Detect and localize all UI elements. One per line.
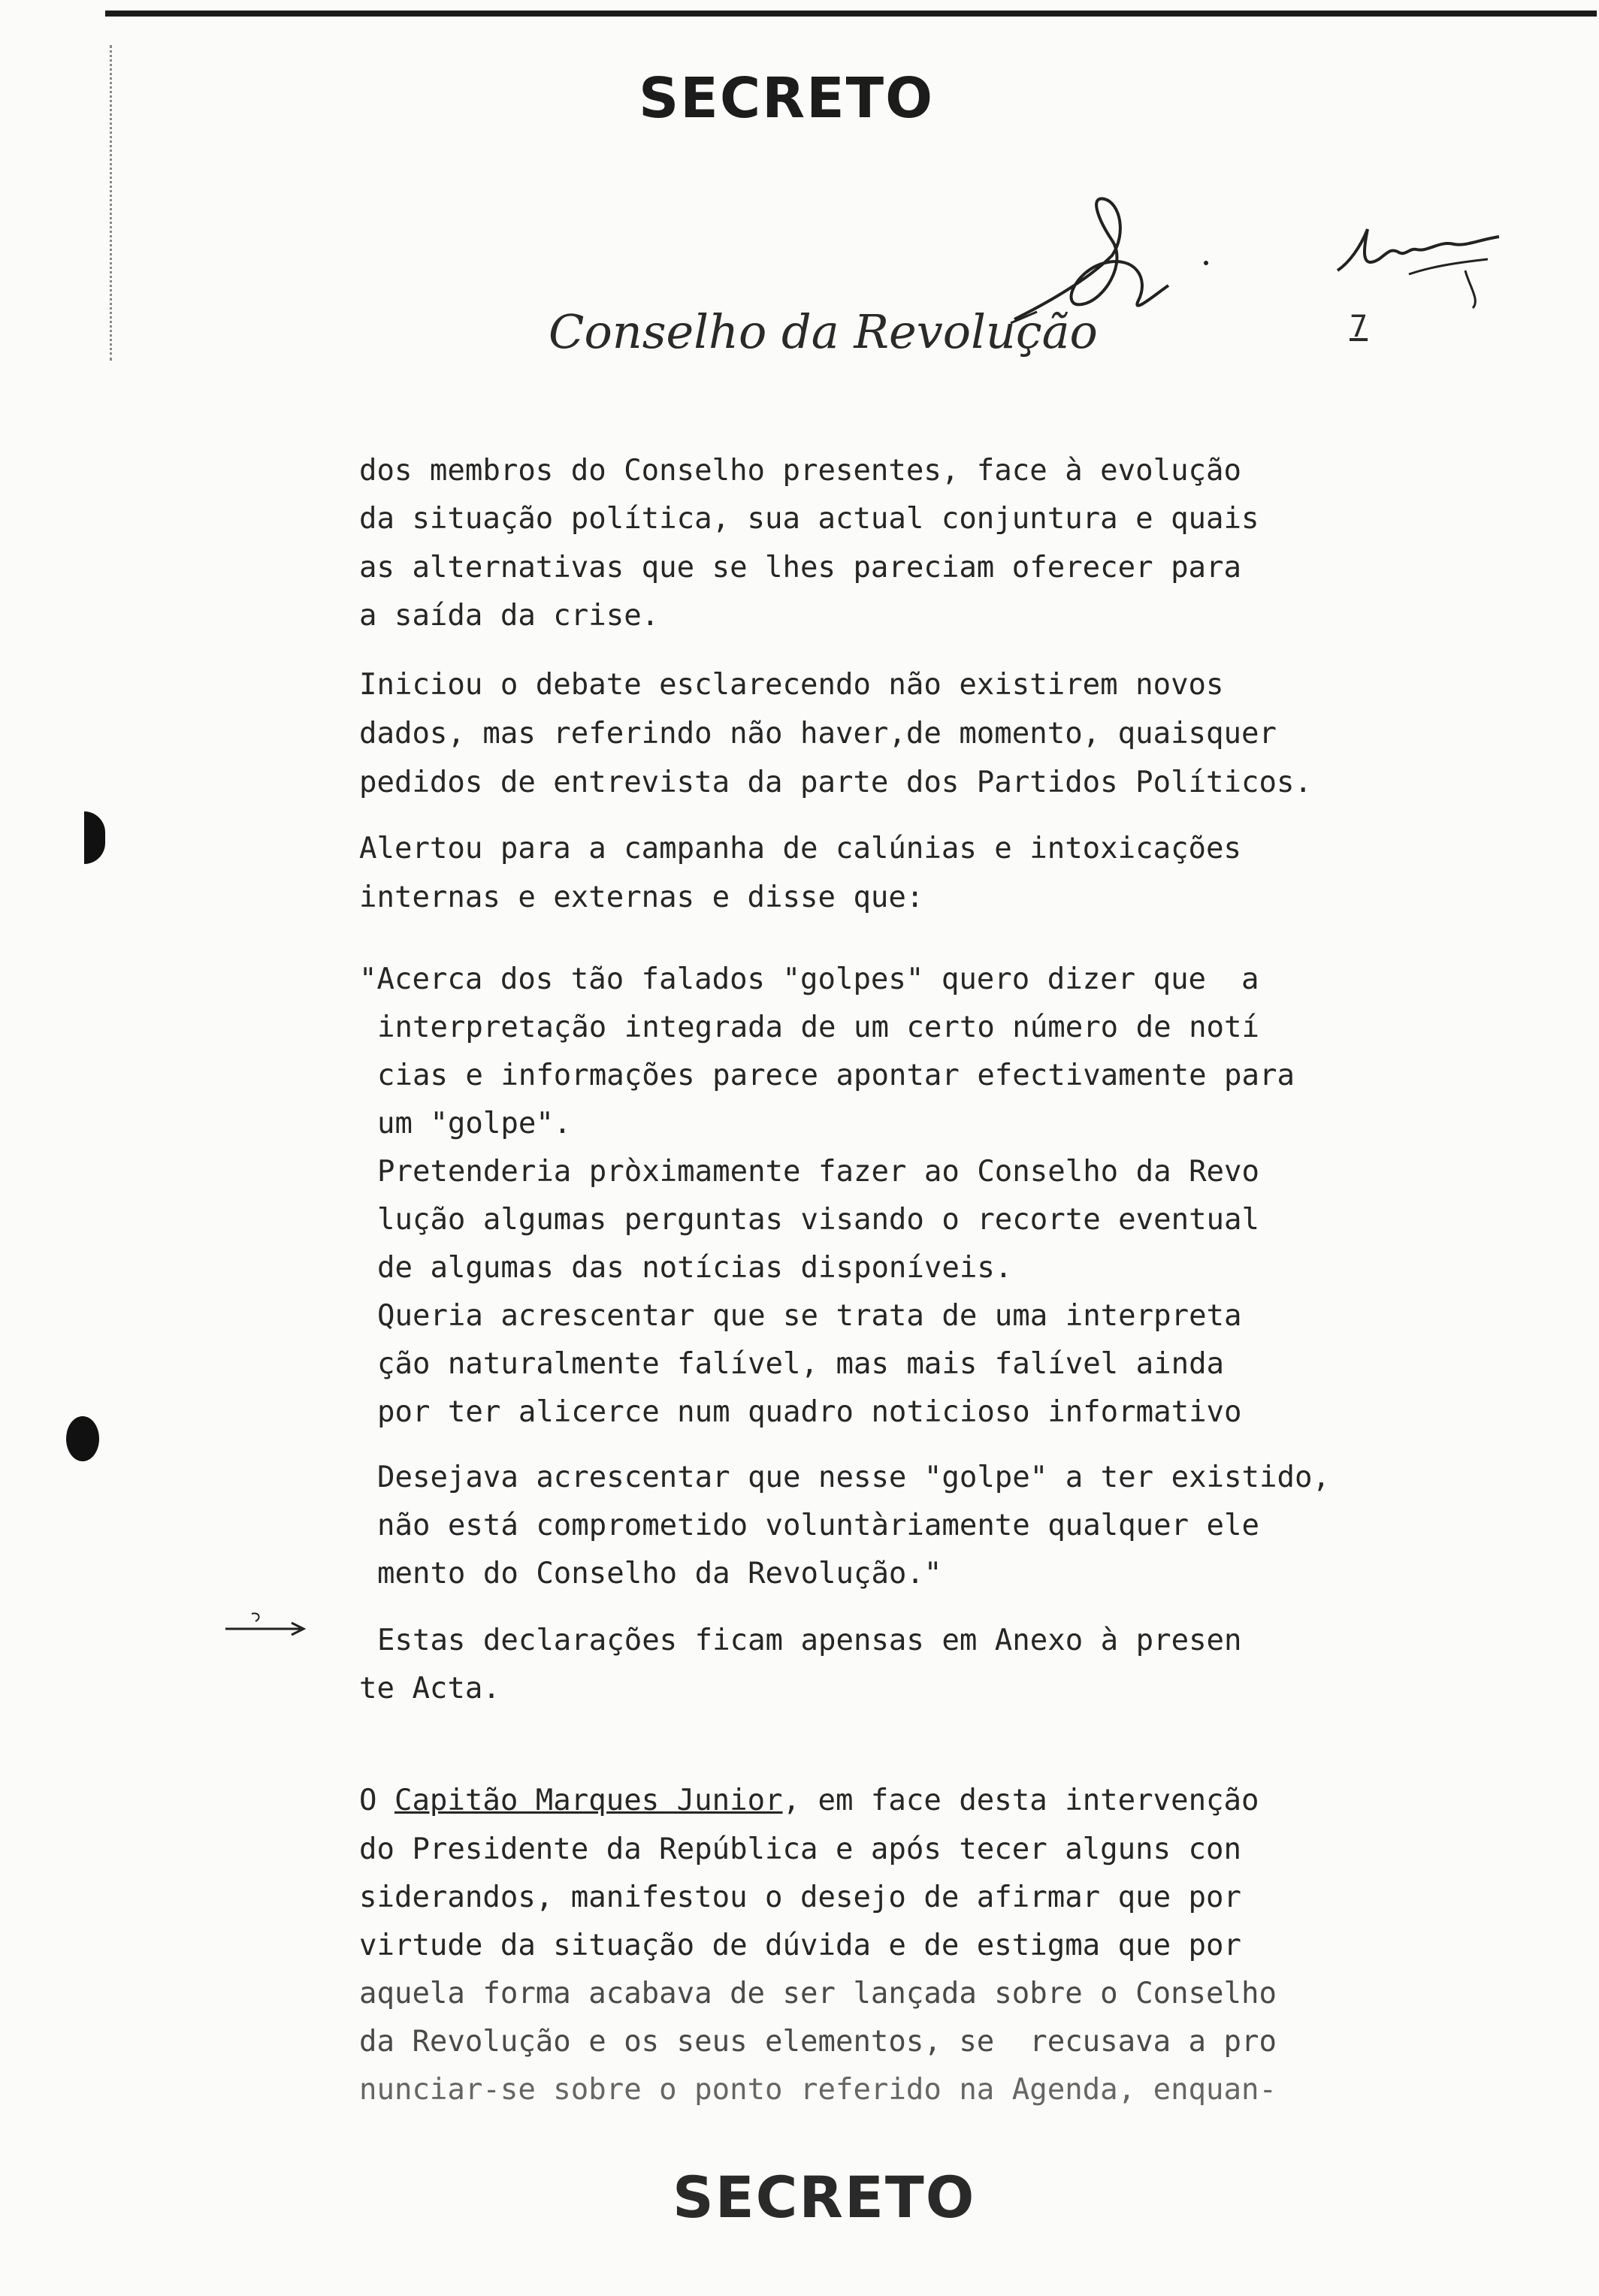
signature-handwritten	[1334, 218, 1507, 316]
text-fragment: , em face desta intervenção	[782, 1784, 1259, 1817]
classification-stamp-bottom: SECRETO	[673, 2164, 976, 2231]
quote-line: interpretação integrada de um certo número de notí	[377, 1011, 1259, 1044]
text-line: dos membros do Conselho presentes, face à evolução	[359, 454, 1241, 488]
text-line: pedidos de entrevista da parte dos Partidos Políticos.	[359, 766, 1312, 799]
quote-line: um "golpe".	[377, 1107, 572, 1140]
text-line	[359, 1783, 1259, 1819]
text-line: da situação política, sua actual conjuntura e quais	[359, 502, 1259, 536]
quote-line: Pretenderia pròximamente fazer ao Conselho da Revo	[377, 1155, 1259, 1189]
text-line: do Presidente da República e após tecer alguns con	[359, 1832, 1241, 1866]
top-rule	[105, 11, 1597, 17]
quote-line: de algumas das notícias disponíveis.	[377, 1251, 1013, 1285]
quote-line: por ter alicerce num quadro noticioso informativo	[377, 1395, 1242, 1429]
text-line: te Acta.	[359, 1672, 500, 1705]
punch-hole	[66, 1416, 99, 1461]
quote-line: ção naturalmente falível, mas mais falível ainda	[377, 1347, 1225, 1381]
text-line: aquela forma acabava de ser lançada sobre o Conselho	[359, 1977, 1277, 2011]
punch-hole	[84, 811, 105, 864]
quote-line: lução algumas perguntas visando o recorte eventual	[377, 1203, 1259, 1237]
text-line: as alternativas que se lhes pareciam oferecer para	[359, 551, 1241, 585]
text-line: Alertou para a campanha de calúnias e intoxicações	[359, 832, 1241, 866]
classification-stamp-top: SECRETO	[639, 66, 935, 131]
edge-marks	[110, 45, 119, 361]
quote-line: Queria acrescentar que se trata de uma interpreta	[377, 1299, 1242, 1333]
quote-line: não está comprometido voluntàriamente qualquer ele	[377, 1509, 1259, 1542]
quote-line: "Acerca dos tão falados "golpes" quero dizer que a	[359, 962, 1259, 996]
quote-line: cias e informações parece apontar efectivamente para	[377, 1059, 1295, 1092]
text-line: virtude da situação de dúvida e de estigma que por	[359, 1929, 1241, 1962]
page-number: 7	[1350, 310, 1368, 344]
text-line: siderandos, manifestou o desejo de afirmar que por	[359, 1881, 1241, 1914]
text-line: Iniciou o debate esclarecendo não existirem novos	[359, 668, 1224, 702]
arrow-mark-icon	[225, 1608, 308, 1638]
text-line: internas e externas e disse que:	[359, 881, 924, 914]
letterhead: Conselho da Revolução	[549, 304, 1098, 359]
text-line: Estas declarações ficam apensas em Anexo à presen	[377, 1624, 1242, 1657]
text-line: nunciar-se sobre o ponto referido na Agenda, enquan-	[359, 2073, 1277, 2107]
quote-line: mento do Conselho da Revolução."	[377, 1557, 942, 1591]
text-line: dados, mas referindo não haver,de momento, quaisquer	[359, 717, 1277, 751]
name-underlined: Capitão Marques Junior	[394, 1784, 783, 1817]
text-fragment: O	[359, 1784, 394, 1817]
text-line: da Revolução e os seus elementos, se recusava a pro	[359, 2025, 1277, 2059]
text-line: a saída da crise.	[359, 599, 660, 633]
quote-line: Desejava acrescentar que nesse "golpe" a ter existido,	[377, 1461, 1330, 1494]
